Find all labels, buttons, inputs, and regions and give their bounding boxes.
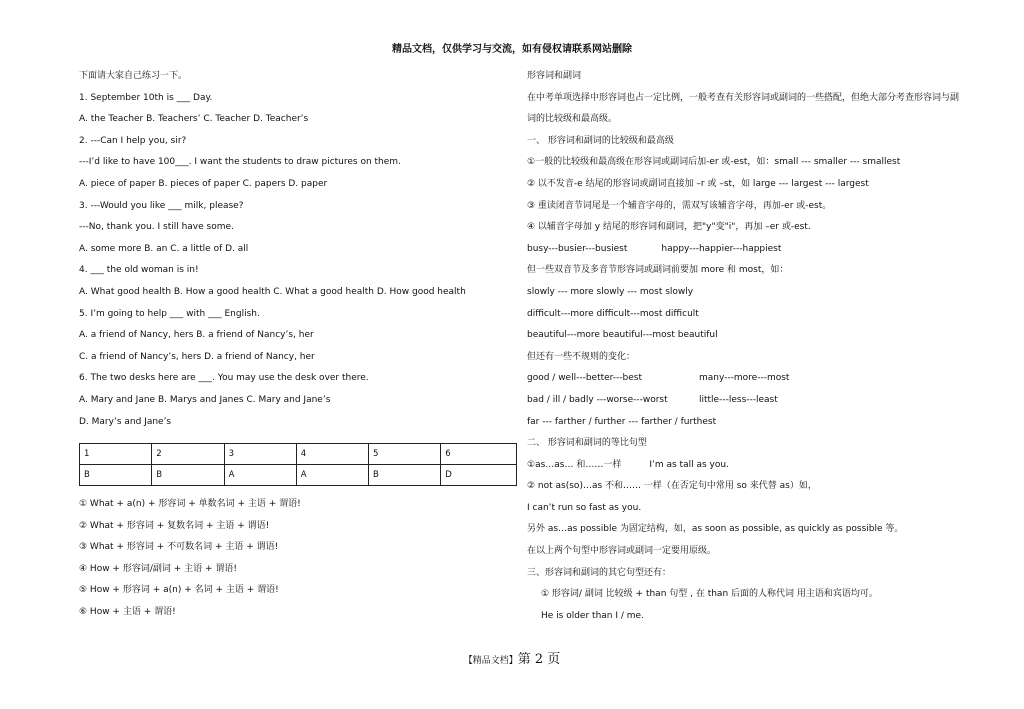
question-5: 5. I’m going to help ___ with ___ English. xyxy=(79,308,260,319)
rule-2: ② 以不发音-e 结尾的形容词或副词直接加 –r 或 –st，如 large --- largest --- largest xyxy=(527,178,869,189)
rule-possible: 另外 as…as possible 为固定结构，如，as soon as possible, as quickly as possible 等。 xyxy=(527,524,904,535)
example-good: good / well---better---best xyxy=(527,373,643,384)
exclamation-pattern-2: ② What + 形容词 + 复数名词 + 主语 + 谓语! xyxy=(79,520,270,531)
heading-comparison: 一、 形容词和副词的比较级和最高级 xyxy=(527,135,674,146)
page-number: 第 2 页 xyxy=(517,652,561,667)
question-6: 6. The two desks here are ___. You may use the desk over there. xyxy=(79,373,369,384)
page-footer xyxy=(0,648,1024,667)
question-3: 3. ---Would you like ___ milk, please? xyxy=(79,200,244,211)
example-many: many---more---most xyxy=(699,373,790,384)
question-6-options-d: D. Mary’s and Jane’s xyxy=(79,416,172,427)
question-2: 2. ---Can I help you, sir? xyxy=(79,135,187,146)
table-cell: A xyxy=(296,465,368,486)
example-happy: happy---happier---happiest xyxy=(661,243,782,254)
question-4: 4. ___ the old woman is in! xyxy=(79,265,199,276)
table-cell: B xyxy=(80,465,152,486)
page-header: 精品文档，仅供学习与交流，如有侵权请联系网站删除 xyxy=(392,44,632,55)
rule-positive-degree: 在以上两个句型中形容词或副词一定要用原级。 xyxy=(527,546,717,557)
question-2-dialog: ---I’d like to have 100___. I want the students to draw pictures on them. xyxy=(79,157,401,168)
example-slowly: slowly --- more slowly --- most slowly xyxy=(527,286,694,297)
answer-table xyxy=(79,443,517,486)
rule-3: ③ 重读闭音节词尾是一个辅音字母的，需双写该辅音字母，再加-er 或-est。 xyxy=(527,200,832,211)
answer-table-numbers-row xyxy=(80,444,517,465)
example-difficult: difficult---more difficult---most difficult xyxy=(527,308,699,319)
question-1: 1. September 10th is ___ Day. xyxy=(79,92,213,103)
exclamation-pattern-4: ④ How + 形容词/副词 + 主语 + 谓语! xyxy=(79,563,237,574)
question-4-options: A. What good health B. How a good health C. What a good health D. How good health xyxy=(79,286,466,297)
table-cell: 3 xyxy=(224,444,296,465)
rule-6: 但还有一些不规则的变化： xyxy=(527,351,636,362)
rule-1: ①一般的比较级和最高级在形容词或副词后加-er 或-est，如：small --- smaller --- smallest xyxy=(527,157,901,168)
example-run: I can’t run so fast as you. xyxy=(527,502,642,513)
example-busy-happy xyxy=(527,239,967,261)
table-cell: 2 xyxy=(152,444,224,465)
table-cell: B xyxy=(368,465,440,486)
table-cell: D xyxy=(441,465,517,486)
section-title: 形容词和副词 xyxy=(527,71,582,81)
example-good-many xyxy=(527,368,967,390)
question-5-options-ab: A. a friend of Nancy, hers B. a friend of Nancy’s, her xyxy=(79,330,314,341)
footer-label: 【精品文档】 xyxy=(463,656,518,666)
exclamation-pattern-5: ⑤ How + 形容词 + a(n) + 名词 + 主语 + 谓语! xyxy=(79,585,279,596)
exclamation-pattern-3: ③ What + 形容词 + 不可数名词 + 主语 + 谓语! xyxy=(79,542,279,553)
rule-as-as xyxy=(527,455,967,477)
heading-equal-comparison: 二、 形容词和副词的等比句型 xyxy=(527,438,647,449)
rule-as-as-text: ①as…as… 和……一样 xyxy=(527,459,622,470)
right-column xyxy=(527,66,967,627)
rule-not-as: ② not as(so)…as 不和…… 一样（在否定句中常用 so 来代替 as）如， xyxy=(527,481,817,492)
rule-than: ① 形容词/ 副词 比较级 + than 句型 , 在 than 后面的人称代词 用主语和宾语均可。 xyxy=(541,589,878,600)
question-1-options: A. the Teacher B. Teachers’ C. Teacher D. Teacher’s xyxy=(79,114,309,125)
exclamation-pattern-6: ⑥ How + 主语 + 谓语! xyxy=(79,607,176,618)
example-bad-little xyxy=(527,390,967,412)
heading-other-patterns: 三、形容词和副词的其它句型还有： xyxy=(527,567,672,578)
table-cell: 4 xyxy=(296,444,368,465)
table-cell: B xyxy=(152,465,224,486)
exclamation-pattern-1: ① What + a(n) + 形容词 + 单数名词 + 主语 + 谓语! xyxy=(79,499,301,510)
table-cell: 1 xyxy=(80,444,152,465)
rule-4: ④ 以辅音字母加 y 结尾的形容词和副词，把"y"变"i"，再加 –er 或-est. xyxy=(527,222,811,233)
answer-table-answers-row xyxy=(80,465,517,486)
example-little: little---less---least xyxy=(699,394,778,405)
left-column xyxy=(79,66,499,624)
example-far: far --- farther / further --- farther / furthest xyxy=(527,416,717,427)
table-cell: 5 xyxy=(368,444,440,465)
table-cell: A xyxy=(224,465,296,486)
question-3-options: A. some more B. an C. a little of D. all xyxy=(79,243,249,254)
question-2-options: A. piece of paper B. pieces of paper C. papers D. paper xyxy=(79,178,328,189)
example-as-tall: I’m as tall as you. xyxy=(649,459,729,470)
question-3-dialog: ---No, thank you. I still have some. xyxy=(79,222,234,233)
exercise-intro: 下面请大家自己练习一下。 xyxy=(79,71,188,81)
example-busy: busy---busier---busiest xyxy=(527,243,628,254)
example-beautiful: beautiful---more beautiful---most beautiful xyxy=(527,330,718,341)
table-cell: 6 xyxy=(441,444,517,465)
question-5-options-cd: C. a friend of Nancy’s, hers D. a friend of Nancy, her xyxy=(79,351,315,362)
example-older: He is older than I / me. xyxy=(541,610,644,621)
example-bad: bad / ill / badly ---worse---worst xyxy=(527,394,668,405)
section-intro: 在中考单项选择中形容词也占一定比例，一般考查有关形容词或副词的一些搭配，但绝大部分考查形容词与副词的比较级和最高级。 xyxy=(527,92,960,125)
rule-5: 但一些双音节及多音节形容词或副词前要加 more 和 most，如： xyxy=(527,265,789,276)
question-6-options-abc: A. Mary and Jane B. Marys and Janes C. Mary and Jane’s xyxy=(79,394,331,405)
